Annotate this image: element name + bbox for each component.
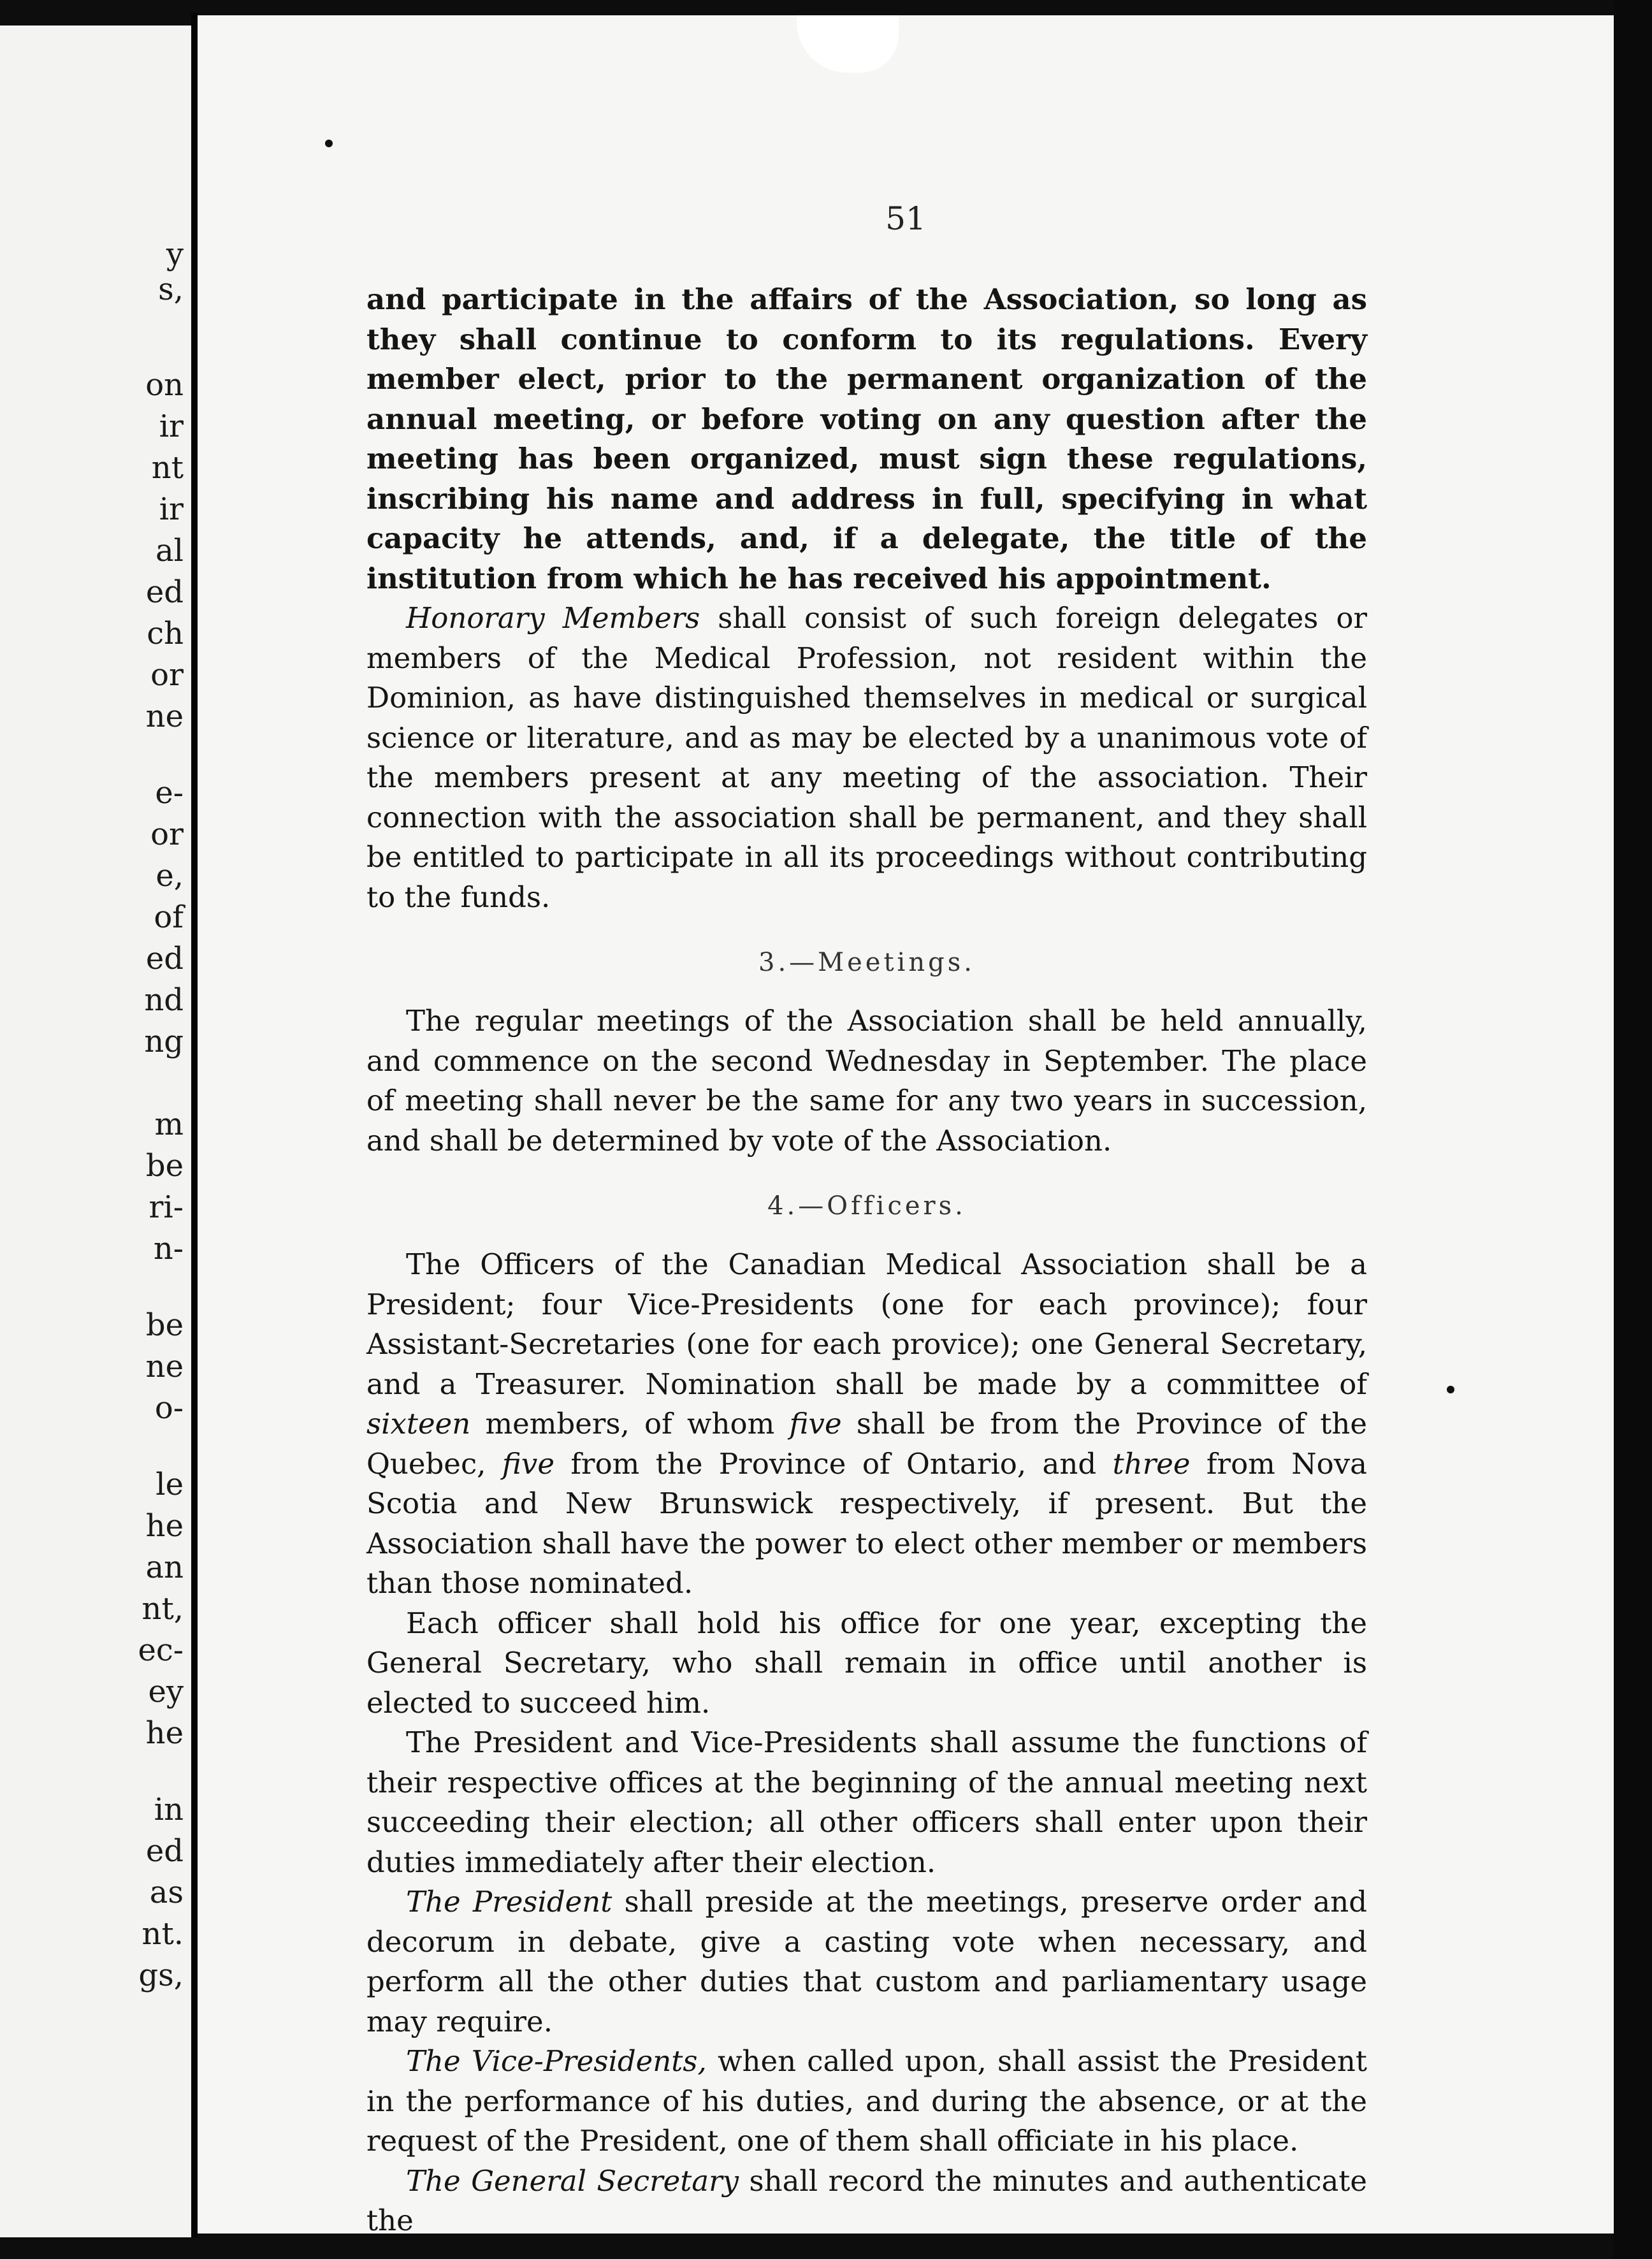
facing-page-fragment: e, <box>156 858 184 894</box>
facing-page-fragment: an <box>145 1550 184 1585</box>
facing-page-fragment: be <box>145 1148 184 1184</box>
facing-page-fragment: on <box>145 367 184 403</box>
torn-corner <box>797 15 899 73</box>
facing-page-fragment: s, <box>158 272 184 307</box>
facing-page-fragment: he <box>145 1715 184 1751</box>
facing-page-fragment: ed <box>145 574 184 610</box>
vice-presidents-label: The Vice-Presidents, <box>406 2044 707 2078</box>
facing-page-fragment: ir <box>159 491 184 527</box>
facing-page-fragment: or <box>150 817 184 852</box>
facing-page-fragment: m <box>154 1107 184 1142</box>
facing-page-fragment: gs, <box>138 1958 184 1993</box>
facing-page-fragment: nt <box>151 450 184 486</box>
facing-page-fragment: n- <box>153 1231 184 1267</box>
facing-page-fragment: ed <box>145 1833 184 1869</box>
facing-page-fragment: nt, <box>141 1591 184 1627</box>
paragraph-meetings: The regular meetings of the Association shall be held annually, and commence on the second Wednesday in September. The place of meeting shall never be the same for any two years in succession, and shall be determined by vote of the Association. <box>366 1004 1367 1158</box>
facing-page-fragment: y <box>166 236 184 272</box>
facing-page-fragment: e- <box>155 775 184 811</box>
facing-page-fragment: ey <box>148 1674 184 1710</box>
facing-page-fragment: be <box>145 1307 184 1343</box>
facing-page-edge <box>0 25 191 2237</box>
facing-page-fragment: al <box>156 533 184 569</box>
speck <box>1447 1386 1454 1393</box>
speck <box>325 140 333 147</box>
paragraph-honorary-members: Honorary Members shall consist of such foreign delegates or members of the Medical Profession, not resident within the Dominion, as have distinguished themselves in medical or surgical science or literature, and as may be elected by a unanimous vote of the members present at any meeting of the association. Their connection with the association shall be permanent, and they shall be entitled to participate in all its proceedings without contributing to the funds. <box>366 601 1367 914</box>
facing-page-fragment: ch <box>147 616 184 651</box>
facing-page-fragment: nt. <box>141 1916 184 1952</box>
facing-page-fragment: le <box>156 1467 184 1502</box>
heading-meetings: 3.—Meetings. <box>758 948 975 977</box>
paragraph-intro: and participate in the affairs of the Association, so long as they shall continue to conform to its regulations. Every member elect, prior to the permanent organization of the annual meeting, or before voting on any question after the meeting has been organized, must sign these regulations, inscribing his name and address in full, specifying in what capacity he attends, and, if a delegate, the title of the institution from which he has received his appointment. <box>366 282 1367 595</box>
facing-page-fragment: ri- <box>149 1189 184 1225</box>
facing-page-fragment: ng <box>144 1024 184 1059</box>
facing-page-fragment: ec- <box>138 1632 184 1668</box>
paragraph-officers: The Officers of the Canadian Medical Association shall be a President; four Vice-Presidents (one for each province); four Assistant-Secretaries (one for each provice); one General Secretary, and a Treasurer. Nomination shall be made by a committee of sixteen members, of whom five shall be from the Province of the Quebec, five from the Province of Ontario, and three from Nova Scotia and New Brunswick respectively, if present. But the Association shall have the power to elect other member or members than those nominated. <box>366 1247 1368 1600</box>
page-number: 51 <box>885 200 926 237</box>
paragraph-president: The President shall preside at the meetings, preserve order and decorum in debate, give a casting vote when necessary, and perform all the other duties that custom and parliamentary usage may require. <box>366 1885 1368 2038</box>
facing-page-fragment: o- <box>154 1390 184 1426</box>
facing-page-fragment: as <box>149 1875 184 1910</box>
document-page <box>198 15 1614 2237</box>
facing-page-fragment: ed <box>145 941 184 977</box>
facing-page-fragment: of <box>154 899 184 935</box>
facing-page-fragment: ne <box>145 699 184 734</box>
facing-page-fragment: or <box>150 657 184 693</box>
facing-page-fragment: in <box>154 1792 184 1827</box>
paragraph-vice-presidents: The Vice-Presidents, when called upon, shall assist the President in the performance of his duties, and during the absence, or at the request of the President, one of them shall officiate in his place. <box>366 2044 1367 2158</box>
paragraph-assumption-of-office: The President and Vice-Presidents shall assume the functions of their respective offices at the beginning of the annual meeting next succeeding their election; all other officers shall enter upon their duties immediately after their election. <box>366 1725 1367 1879</box>
general-secretary-label: The General Secretary <box>406 2163 739 2198</box>
honorary-members-label: Honorary Members <box>406 601 700 635</box>
right-page-edge <box>1614 0 1652 2259</box>
facing-page-fragment: ne <box>145 1349 184 1384</box>
body-text <box>366 280 1367 2241</box>
facing-page-fragment: ir <box>159 409 184 444</box>
paragraph-term-of-office: Each officer shall hold his office for one year, excepting the General Secretary, who shall remain in office until another is elected to succeed him. <box>366 1606 1367 1720</box>
heading-officers: 4.—Officers. <box>767 1191 966 1221</box>
facing-page-fragment: he <box>145 1508 184 1544</box>
facing-page-fragment: nd <box>144 982 184 1018</box>
book-gutter <box>191 13 198 2237</box>
paragraph-general-secretary: The General Secretary shall record the minutes and authenticate the <box>366 2163 1367 2237</box>
president-label: The President <box>406 1885 612 1919</box>
